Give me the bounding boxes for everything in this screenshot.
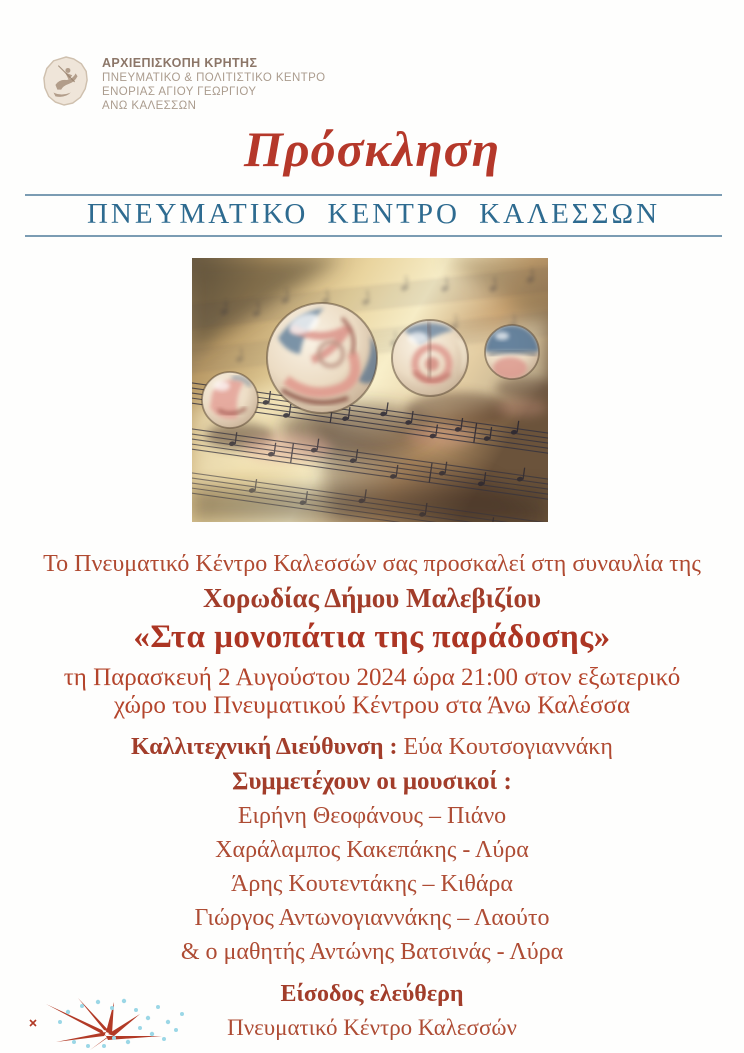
choir-name: Χορωδίας Δήμου Μαλεβιζίου: [202, 583, 542, 613]
intro-line: Το Πνευματικό Κέντρο Καλεσσών σας προσκαλεί στη συναυλία της: [43, 551, 701, 577]
letterhead-text: [102, 54, 326, 112]
letterhead-org: ΑΡΧΙΕΠΙΣΚΟΠΗ ΚΡΗΤΗΣ: [102, 56, 258, 70]
letterhead-village: ΑΝΩ ΚΑΛΕΣΣΩΝ: [102, 100, 197, 112]
musician-line: Άρης Κουτεντάκης – Κιθάρα: [231, 870, 513, 897]
page-title: Πρόσκληση: [243, 121, 501, 177]
when-line-1: τη Παρασκευή 2 Αυγούστου 2024 ώρα 21:00 στον εξωτερικό: [63, 664, 681, 691]
when-line-2: χώρο του Πνευματικού Κέντρου στα Άνω Καλέσσα: [113, 692, 631, 720]
musicians-heading: Συμμετέχουν οι μουσικοί :: [232, 767, 512, 795]
date-time-location: [0, 664, 744, 721]
artistic-direction-label: Καλλιτεχνική Διεύθυνση :: [131, 733, 398, 760]
artistic-direction: [0, 734, 744, 761]
marbles-on-sheet-music-image: [192, 258, 548, 522]
red-starburst-icon: [16, 992, 206, 1053]
musician-line: Χαράλαμπος Κακεπάκης - Λύρα: [215, 836, 529, 863]
concert-title: «Στα μονοπάτια της παράδοσης»: [133, 619, 611, 655]
invitation-body: [0, 551, 744, 1041]
letterhead: [42, 54, 326, 112]
artistic-direction-name: Εύα Κουτσογιαννάκη: [403, 733, 613, 760]
musician-line: & ο μαθητής Αντώνης Βατσινάς - Λύρα: [180, 938, 564, 965]
musician-line: Ειρήνη Θεοφάνους – Πιάνο: [237, 802, 507, 829]
concert-photo: [192, 258, 548, 522]
letterhead-parish: ΕΝΟΡΙΑΣ ΑΓΙΟΥ ΓΕΩΡΓΙΟΥ: [102, 86, 257, 98]
venue-name: Πνευματικό Κέντρο Καλεσσών: [227, 1014, 517, 1040]
musician-line: Γιώργος Αντωνογιαννάκης – Λαούτο: [194, 904, 550, 931]
admission-note: Είσοδος ελεύθερη: [280, 980, 464, 1007]
banner-heading: ΠΝΕΥΜΑΤΙΚΟ ΚΕΝΤΡΟ ΚΑΛΕΣΣΩΝ: [25, 194, 722, 237]
st-george-seal-icon: [42, 56, 90, 106]
letterhead-center: ΠΝΕΥΜΑΤΙΚΟ & ΠΟΛΙΤΙΣΤΙΚΟ ΚΕΝΤΡΟ: [102, 72, 326, 84]
